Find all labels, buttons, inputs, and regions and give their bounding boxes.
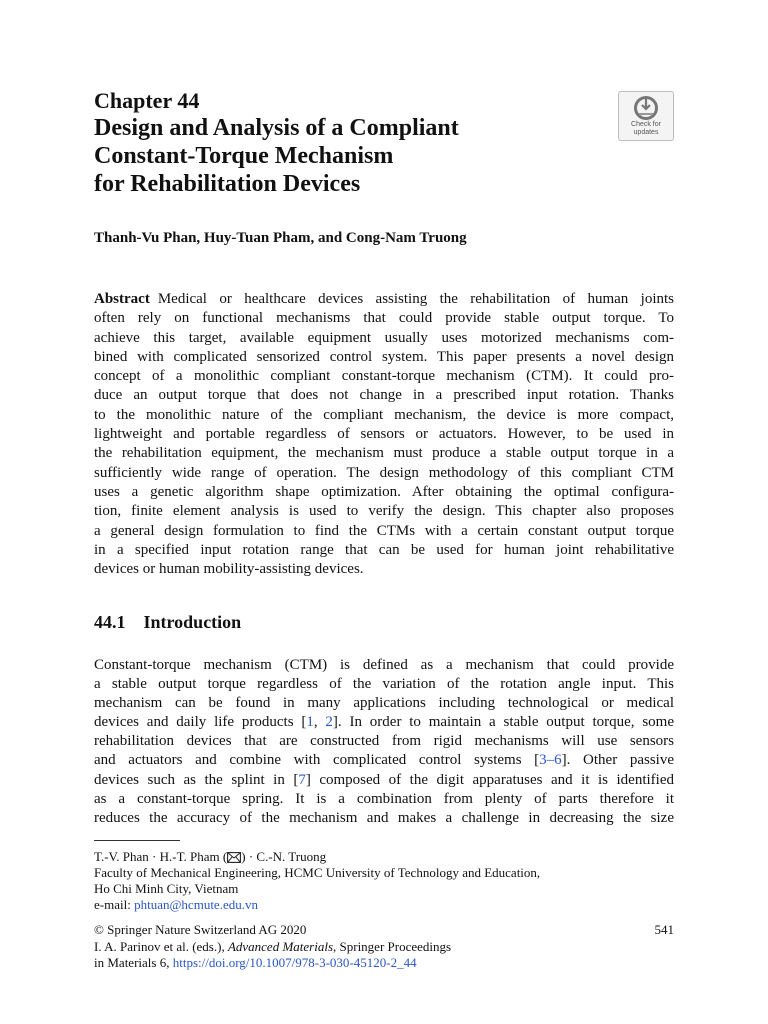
abstract-line: in a specified input rotation range that can be used for human joint rehabilitative [94, 541, 674, 558]
citation-link[interactable]: 2 [325, 714, 333, 731]
abstract-line: to the monolithic nature of the compliant mechanism, the device is more compact, [94, 406, 674, 423]
abstract-line: a general design formulation to find the CTMs with a certain constant output torque [94, 522, 674, 539]
page-number: 541 [654, 922, 674, 937]
abstract-line: concept of a monolithic compliant constant-torque mechanism (CTM). It could pro- [94, 368, 674, 385]
email-link[interactable]: phtuan@hcmute.edu.vn [134, 897, 258, 912]
citation-link[interactable]: 7 [298, 771, 306, 788]
introduction-body [94, 656, 674, 828]
abstract-line: Abstract Medical or healthcare devices assisting the rehabilitation of human joints [94, 291, 674, 307]
doi-link[interactable]: https://doi.org/10.1007/978-3-030-45120-2_44 [172, 955, 417, 970]
chapter-title-line: Design and Analysis of a Compliant [94, 115, 459, 141]
footnote-affiliation: Ho Chi Minh City, Vietnam [94, 881, 239, 896]
copyright-line: © Springer Nature Switzerland AG 2020 [94, 922, 307, 937]
abstract-line: bined with complicated sensorized control system. This paper presents a novel design [94, 348, 674, 365]
abstract-line: duce an output torque that does not change in a prescribed input rotation. Thanks [94, 387, 674, 404]
body-line: mechanism can be found in many applications including technological or medical [94, 695, 674, 712]
section-heading [94, 612, 241, 633]
footnote-divider [94, 840, 180, 841]
abstract-keyword: Abstract [94, 291, 150, 307]
section-number: 44.1 [94, 612, 126, 632]
body-line: Constant-torque mechanism (CTM) is defined as a mechanism that could provide [94, 657, 674, 673]
body-line: rehabilitation devices that are constructed from rigid mechanisms will use sensors [94, 733, 674, 750]
footnote-affiliation: Faculty of Mechanical Engineering, HCMC University of Technology and Education, [94, 865, 541, 880]
chapter-title [94, 114, 614, 198]
abstract-line: sufficiently wide range of operation. The design methodology of this compliant CTM [94, 464, 674, 481]
section-title: Introduction [143, 612, 242, 632]
body-line: devices and daily life products [1, 2]. In order to maintain a stable output torque, some [94, 714, 674, 731]
abstract-line: lightweight and portable regardless of sensors or actuators. However, to be used in [94, 426, 674, 443]
abstract-line: tion, finite element analysis is used to verify the design. This chapter also proposes [94, 503, 674, 520]
body-line: and actuators and combine with complicated control systems [3–6]. Other passive [94, 752, 675, 769]
body-line: reduces the accuracy of the mechanism and makes a challenge in decreasing the size [94, 809, 674, 826]
citation-link[interactable]: 3–6 [539, 752, 562, 769]
abstract-line: the rehabilitation equipment, the mechanism must produce a stable output torque in a [94, 445, 674, 462]
body-line: a stable output torque regardless of the variation of the rotation angle input. This [94, 676, 674, 693]
abstract [94, 290, 674, 579]
body-line: devices such as the splint in [7] composed of the digit apparatuses and it is identified [94, 771, 674, 788]
body-line: as a constant-torque spring. It is a combination from plenty of parts therefore it [94, 790, 674, 807]
abstract-line: uses a genetic algorithm shape optimization. After obtaining the optimal configura- [94, 483, 674, 500]
citation-line: in Materials 6, https://doi.org/10.1007/978-3-030-45120-2_44 [94, 955, 417, 970]
footnote-email: e-mail: phtuan@hcmute.edu.vn [94, 897, 258, 912]
citation-link[interactable]: 1 [306, 714, 314, 731]
envelope-icon [227, 852, 241, 863]
footnote-authors: T.-V. Phan · H.-T. Pham ( ) · C.-N. Truong [94, 849, 327, 864]
badge-text-line2: updates [633, 129, 659, 136]
abstract-line: devices or human mobility-assisting devices. [94, 561, 364, 578]
badge-text-line1: Check for [631, 121, 661, 128]
abstract-line: achieve this target, available equipment usually uses motorized mechanisms com- [94, 329, 674, 346]
chapter-label: Chapter 44 [94, 88, 200, 113]
copyright-block [94, 922, 674, 972]
chapter-title-line: for Rehabilitation Devices [94, 171, 361, 197]
citation-line: I. A. Parinov et al. (eds.), Advanced Materials, Springer Proceedings [94, 938, 452, 954]
chapter-title-line: Constant-Torque Mechanism [94, 143, 394, 169]
check-for-updates-icon [633, 96, 659, 120]
abstract-line: often rely on functional mechanisms that could provide stable output torque. To [94, 310, 674, 327]
check-for-updates-badge[interactable] [618, 91, 674, 141]
author-footnote [94, 849, 540, 913]
author-list: Thanh-Vu Phan, Huy-Tuan Pham, and Cong-Nam Truong [94, 230, 467, 246]
